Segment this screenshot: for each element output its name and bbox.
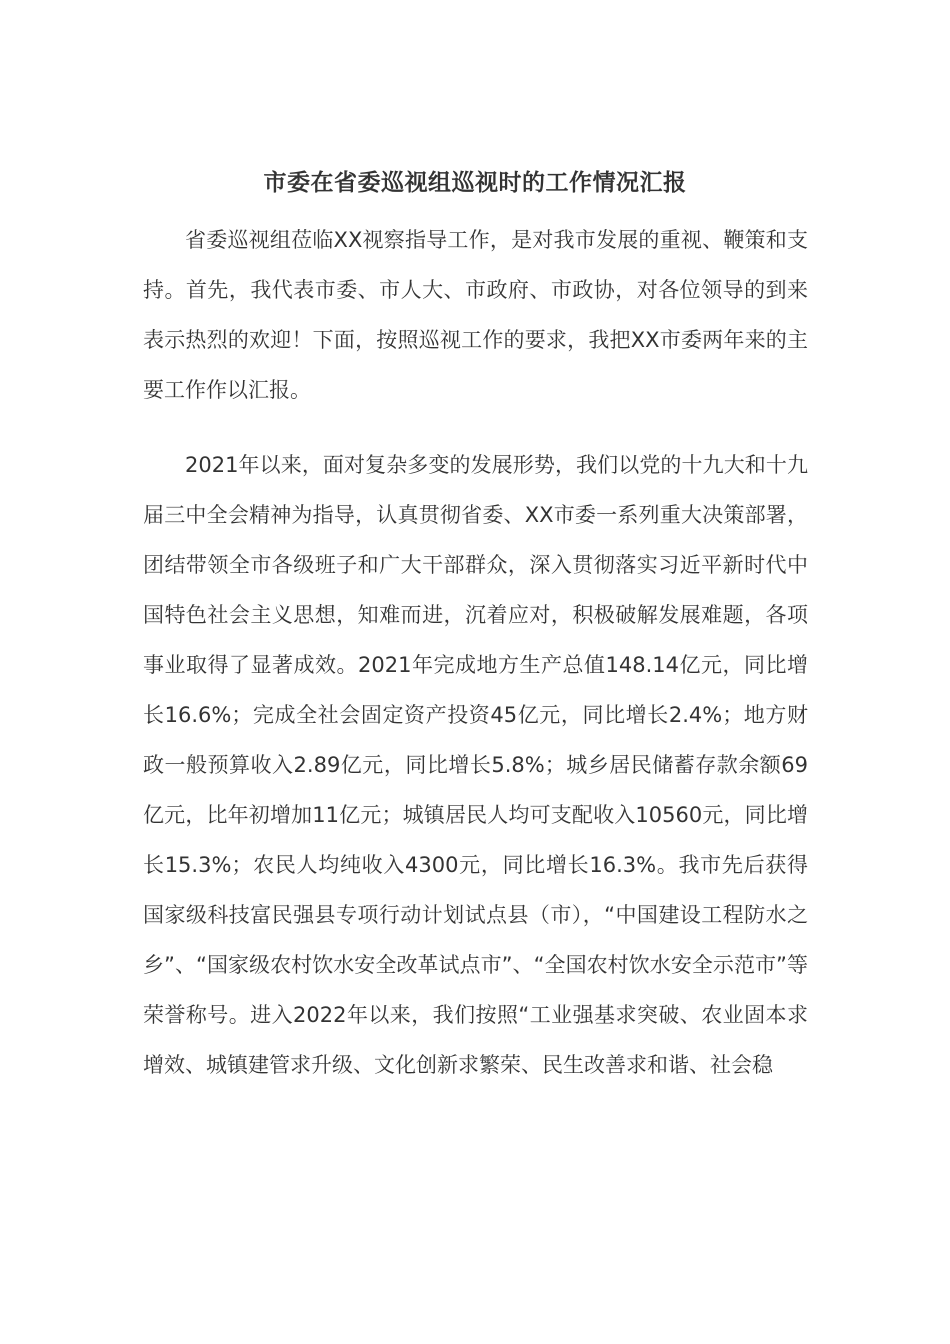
document-title: 市委在省委巡视组巡视时的工作情况汇报 (263, 170, 687, 197)
paragraph-intro: 省委巡视组莅临XX视察指导工作，是对我市发展的重视、鞭策和支持。首先，我代表市委、市人大、市政府、市政协，对各位领导的到来表示热烈的欢迎！下面，按照巡视工作的要求，我把XX市委两年来的主要工作作以汇报。 (143, 228, 808, 402)
document-body (143, 215, 808, 1090)
paragraph-achievements: 2021年以来，面对复杂多变的发展形势，我们以党的十九大和十九届三中全会精神为指导，认真贯彻省委、XX市委一系列重大决策部署，团结带领全市各级班子和广大干部群众，深入贯彻落实习近平新时代中国特色社会主义思想，知难而进，沉着应对，积极破解发展难题，各项事业取得了显著成效。2021年完成地方生产总值148.14亿元，同比增长16.6%；完成全社会固定资产投资45亿元，同比增长2.4%；地方财政一般预算收入2.89亿元，同比增长5.8%；城乡居民储蓄存款余额69亿元，比年初增加11亿元；城镇居民人均可支配收入10560元，同比增长15.3%；农民人均纯收入4300元，同比增长16.3%。我市先后获得国家级科技富民强县专项行动计划试点县（市），“中国建设工程防水之乡”、“国家级农村饮水安全改革试点市”、“全国农村饮水安全示范市”等荣誉称号。进入2022年以来，我们按照“工业强基求突破、农业固本求增效、城镇建管求升级、文化创新求繁荣、民生改善求和谐、社会稳 (143, 453, 808, 1077)
